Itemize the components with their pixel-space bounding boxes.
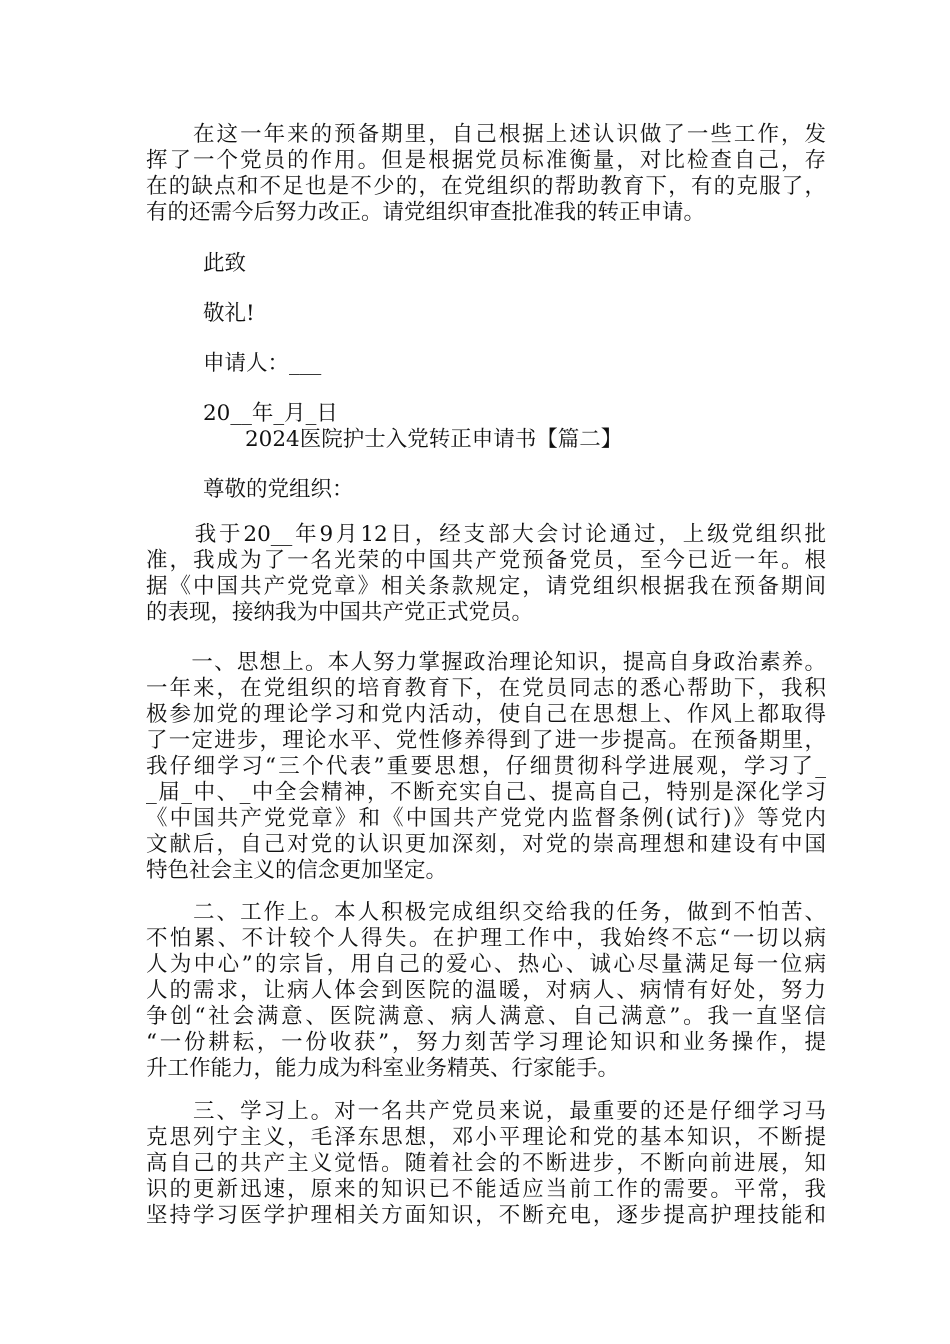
text-line: 特色社会主义的信念更加坚定。	[146, 858, 448, 883]
text-line: 极参加党的理论学习和党内活动，使自己在思想上、作风上都取得	[146, 702, 826, 727]
text-line: 三、学习上。对一名共产党员来说，最重要的还是仔细学习马	[146, 1099, 826, 1124]
signature-date: 20__年_月_日	[203, 401, 338, 426]
text-line: 一年来，在党组织的培育教育下，在党员同志的悉心帮助下，我积	[146, 676, 826, 701]
text-line: 了一定进步，理论水平、党性修养得到了进一步提高。在预备期里，	[146, 728, 826, 753]
text-line: 坚持学习医学护理相关方面知识，不断充电，逐步提高护理技能和	[146, 1203, 826, 1228]
text-line: 挥了一个党员的作用。但是根据党员标准衡量，对比检查自己，存	[146, 148, 826, 173]
text-line: 克思列宁主义，毛泽东思想，邓小平理论和党的基本知识，不断提	[146, 1125, 826, 1150]
text-line: 升工作能力，能力成为科室业务精英、行家能手。	[146, 1056, 620, 1081]
salute-text: 敬礼!	[203, 301, 255, 326]
text-line: 识的更新迅速，原来的知识已不能适应当前工作的需要。平常，我	[146, 1177, 826, 1202]
text-line: “一份耕耘，一份收获”，努力刻苦学习理论知识和业务操作，提	[146, 1030, 826, 1055]
text-line: 不怕累、不计较个人得失。在护理工作中，我始终不忘“一切以病	[146, 926, 826, 951]
text-line: 在的缺点和不足也是不少的，在党组织的帮助教育下，有的克服了，	[146, 174, 826, 199]
closing-text: 此致	[203, 251, 247, 276]
text-line: 的表现，接纳我为中国共产党正式党员。	[146, 600, 534, 625]
text-line: 准，我成为了一名光荣的中国共产党预备党员，至今已近一年。根	[146, 548, 826, 573]
text-line: 人为中心”的宗旨，用自己的爱心、热心、诚心尽量满足每一位病	[146, 952, 826, 977]
text-line: 高自己的共产主义觉悟。随着社会的不断进步，不断向前进展，知	[146, 1151, 826, 1176]
text-line: 我仔细学习“三个代表”重要思想，仔细贯彻科学进展观，学习了_	[146, 754, 826, 779]
text-line: 我于20__年9月12日，经支部大会讨论通过，上级党组织批	[146, 522, 826, 547]
text-line: 二、工作上。本人积极完成组织交给我的任务，做到不怕苦、	[146, 900, 826, 925]
text-line: 争创“社会满意、医院满意、病人满意、自己满意”。我一直坚信	[146, 1004, 826, 1029]
text-line: 在这一年来的预备期里，自己根据上述认识做了一些工作，发	[146, 122, 826, 147]
section-title: 2024医院护士入党转正申请书【篇二】	[245, 427, 623, 452]
text-line: 《中国共产党党章》和《中国共产党党内监督条例(试行)》等党内	[146, 806, 826, 831]
applicant-signature: 申请人：___	[203, 351, 322, 376]
text-line: 一、思想上。本人努力掌握政治理论知识，提高自身政治素养。	[146, 650, 826, 675]
text-line: 据《中国共产党党章》相关条款规定，请党组织根据我在预备期间	[146, 574, 826, 599]
greeting-text: 尊敬的党组织：	[203, 477, 354, 502]
text-line: 有的还需今后努力改正。请党组织审查批准我的转正申请。	[146, 200, 706, 225]
text-line: _届_中、_中全会精神，不断充实自己、提高自己，特别是深化学习	[146, 780, 826, 805]
text-line: 人的需求，让病人体会到医院的温暖，对病人、病情有好处，努力	[146, 978, 826, 1003]
text-line: 文献后，自己对党的认识更加深刻，对党的崇高理想和建设有中国	[146, 832, 826, 857]
